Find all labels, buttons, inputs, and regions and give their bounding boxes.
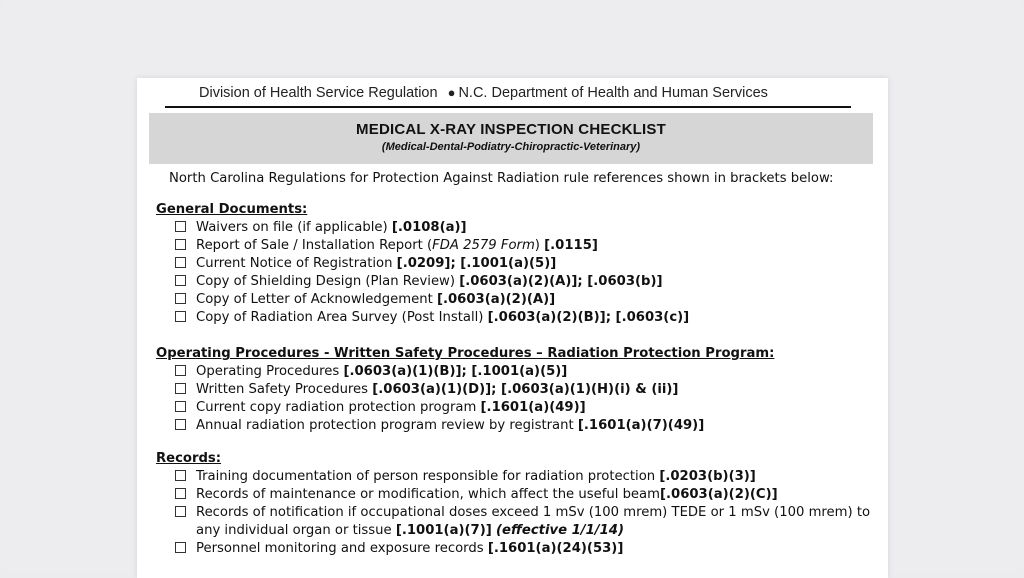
checkbox[interactable] [175, 488, 186, 499]
checkbox[interactable] [175, 419, 186, 430]
checkbox[interactable] [175, 311, 186, 322]
agency-header [199, 85, 859, 101]
document-title: MEDICAL X-RAY INSPECTION CHECKLIST [356, 121, 666, 138]
checklist-item: Current copy radiation protection program [.1601(a)(49)] [156, 399, 774, 417]
checkbox[interactable] [175, 470, 186, 481]
checklist-item: Copy of Letter of Acknowledgement [.0603(a)(2)(A)] [156, 291, 689, 309]
checklist-item: Copy of Radiation Area Survey (Post Install) [.0603(a)(2)(B)]; [.0603(c)] [156, 309, 689, 327]
checkbox[interactable] [175, 401, 186, 412]
intro-text: North Carolina Regulations for Protection Against Radiation rule references shown in brackets below: [169, 171, 834, 186]
checklist-item: Operating Procedures [.0603(a)(1)(B)]; [.1001(a)(5)] [156, 363, 774, 381]
checklist-item: Waivers on file (if applicable) [.0108(a)] [156, 219, 689, 237]
checklist-item: Records of notification if occupational doses exceed 1 mSv (100 mrem) TEDE or 1 mSv (100 mrem) to any individual organ or tissue [.1001(a)(7)] (effective 1/1/14) [156, 504, 876, 540]
document-page [137, 78, 888, 578]
checklist-item: Training documentation of person responsible for radiation protection [.0203(b)(3)] [156, 468, 876, 486]
checklist-item: Personnel monitoring and exposure records [.1601(a)(24)(53)] [156, 540, 876, 558]
checklist-item: Report of Sale / Installation Report (FDA 2579 Form) [.0115] [156, 237, 689, 255]
section-heading: Records: [156, 451, 222, 466]
department-name: N.C. Department of Health and Human Services [458, 85, 768, 101]
division-name: Division of Health Service Regulation [199, 85, 438, 101]
section-operating-procedures [156, 345, 774, 435]
checklist-item: Copy of Shielding Design (Plan Review) [.0603(a)(2)(A)]; [.0603(b)] [156, 273, 689, 291]
checkbox[interactable] [175, 365, 186, 376]
checkbox[interactable] [175, 383, 186, 394]
checklist-item: Annual radiation protection program review by registrant [.1601(a)(7)(49)] [156, 417, 774, 435]
document-subtitle: (Medical-Dental-Podiatry-Chiropractic-Veterinary) [381, 141, 641, 153]
section-general-documents [156, 201, 689, 327]
bullet-icon: ● [447, 85, 456, 100]
title-band [149, 113, 873, 164]
section-records [156, 450, 876, 558]
checkbox[interactable] [175, 293, 186, 304]
checkbox[interactable] [175, 239, 186, 250]
checkbox[interactable] [175, 221, 186, 232]
section-heading: General Documents: [156, 202, 308, 217]
header-rule [165, 106, 851, 108]
checkbox[interactable] [175, 257, 186, 268]
checkbox[interactable] [175, 506, 186, 517]
checklist-item: Written Safety Procedures [.0603(a)(1)(D)]; [.0603(a)(1)(H)(i) & (ii)] [156, 381, 774, 399]
section-heading: Operating Procedures - Written Safety Procedures – Radiation Protection Program: [156, 346, 775, 361]
checkbox[interactable] [175, 275, 186, 286]
checklist-item: Current Notice of Registration [.0209]; [.1001(a)(5)] [156, 255, 689, 273]
checklist-item: Records of maintenance or modification, which affect the useful beam[.0603(a)(2)(C)] [156, 486, 876, 504]
checkbox[interactable] [175, 542, 186, 553]
